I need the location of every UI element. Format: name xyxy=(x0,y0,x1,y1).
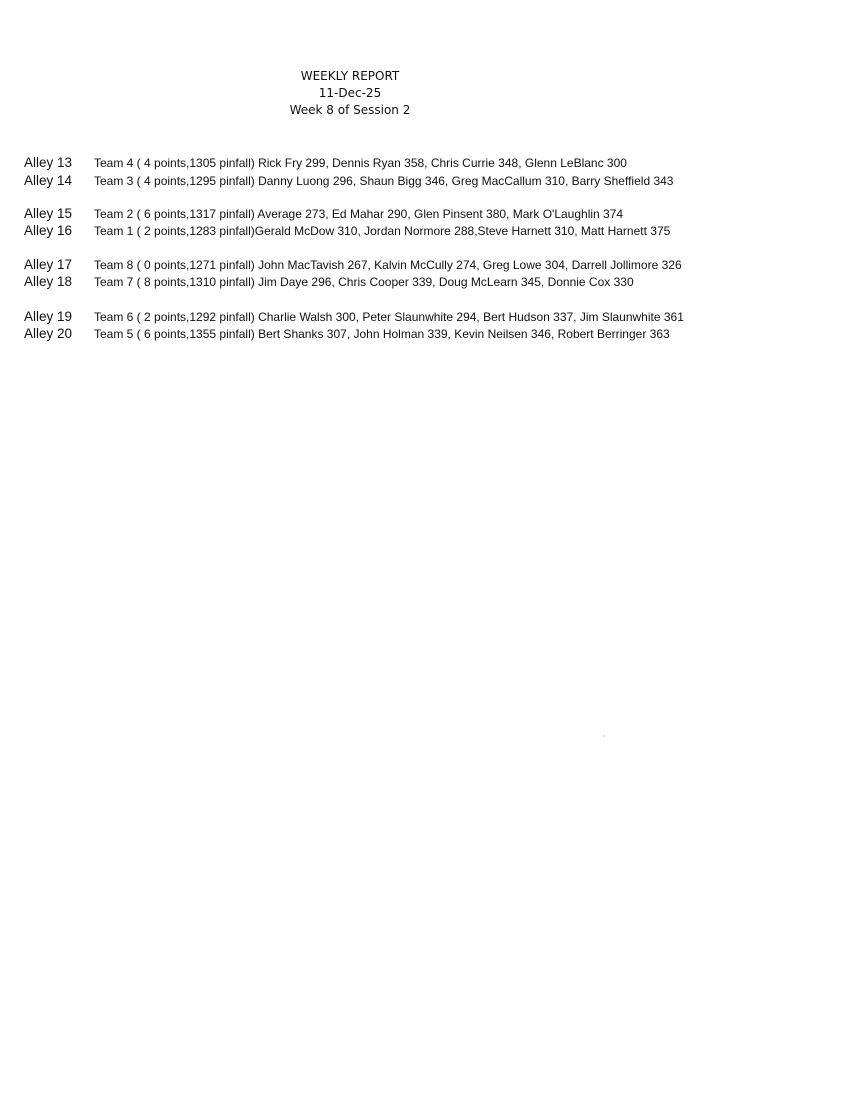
alley-label: Alley 20 xyxy=(24,326,73,341)
team-result-text: Team 2 ( 6 points,1317 pinfall) Average 273, Ed Mahar 290, Glen Pinsent 380, Mark O'Laughlin 374 xyxy=(94,207,624,221)
scan-speck xyxy=(603,735,605,737)
team-result-text: Team 8 ( 0 points,1271 pinfall) John MacTavish 267, Kalvin McCully 274, Greg Lowe 304, Darrell Jollimore 326 xyxy=(94,258,682,272)
team-result-text: Team 4 ( 4 points,1305 pinfall) Rick Fry 299, Dennis Ryan 358, Chris Currie 348, Glenn LeBlanc 300 xyxy=(94,156,627,170)
team-result-text: Team 3 ( 4 points,1295 pinfall) Danny Luong 296, Shaun Bigg 346, Greg MacCallum 310, Barry Sheffield 343 xyxy=(94,174,674,188)
team-result-text: Team 6 ( 2 points,1292 pinfall) Charlie Walsh 300, Peter Slaunwhite 294, Bert Hudson 337, Jim Slaunwhite 361 xyxy=(94,310,684,324)
report-title: WEEKLY REPORT xyxy=(300,69,400,83)
alley-label: Alley 15 xyxy=(24,206,73,221)
alley-label: Alley 19 xyxy=(24,309,73,324)
team-result-text: Team 7 ( 8 points,1310 pinfall) Jim Daye 296, Chris Cooper 339, Doug McLearn 345, Donnie Cox 330 xyxy=(94,275,634,289)
report-date: 11-Dec-25 xyxy=(318,86,382,100)
team-result-text: Team 1 ( 2 points,1283 pinfall)Gerald McDow 310, Jordan Normore 288,Steve Harnett 310, Matt Harnett 375 xyxy=(94,224,671,238)
alley-label: Alley 18 xyxy=(24,274,73,289)
alley-label: Alley 17 xyxy=(24,257,73,272)
report-header xyxy=(230,68,470,119)
alley-label: Alley 16 xyxy=(24,223,73,238)
report-session: Week 8 of Session 2 xyxy=(289,103,411,117)
team-result-text: Team 5 ( 6 points,1355 pinfall) Bert Shanks 307, John Holman 339, Kevin Neilsen 346, Robert Berringer 363 xyxy=(94,327,670,341)
alley-label: Alley 13 xyxy=(24,155,73,170)
alley-label: Alley 14 xyxy=(24,173,73,188)
